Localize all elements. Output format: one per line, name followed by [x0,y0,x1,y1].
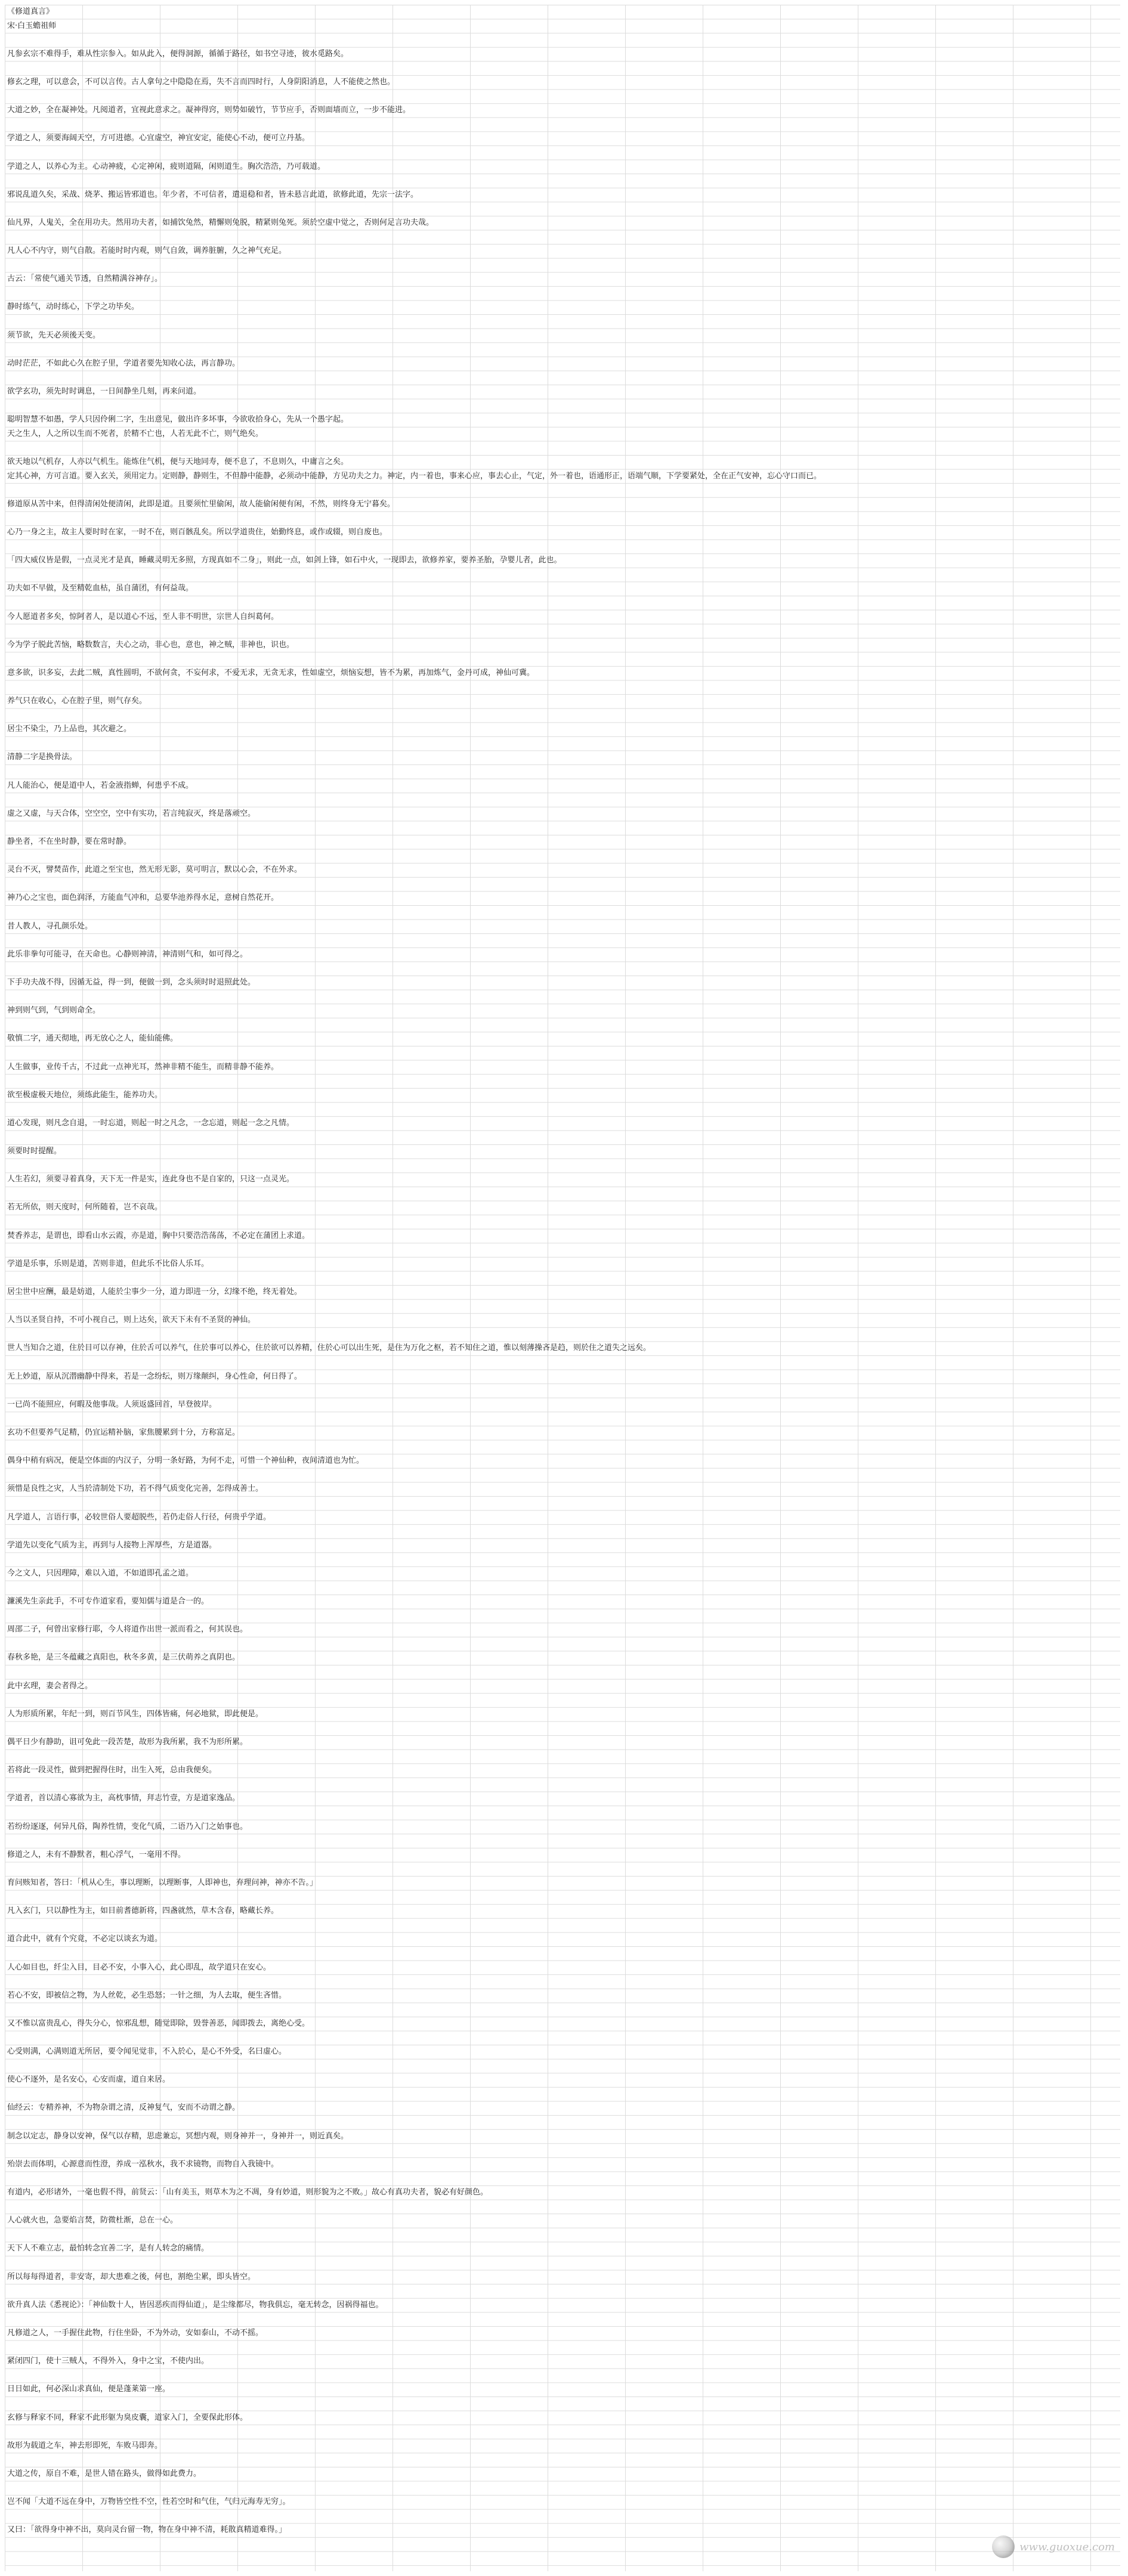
spacer [5,33,1120,47]
paragraph: 若心不安，即被信之物，为人丝乾，必生恐怒；一针之细，为人去取，便生吝惜。 [7,1990,287,2000]
paragraph: 凡人能治心，便是道中人，若金液指蝉，何患乎不成。 [7,781,194,790]
paragraph: 濂溪先生亲此手，不可专作道家看，要知儒与道是合一的。 [7,1597,209,1606]
paragraph: 今之文人，只因理障，难以入道，不如道即孔孟之道。 [7,1568,194,1578]
paragraph: 仙经云：专精养神，不为物杂谓之清，反神复气，安而不动谓之静。 [7,2103,240,2113]
paragraph: 又不惟以富贵乱心，得失分心，惊邪乱想，随觉即除，毁誉善恶，闻即拨去，离绝心受。 [7,2018,310,2028]
paragraph: 神到则气到，气到则命全。 [7,1006,101,1015]
paragraph: 古云：「常使气通关节透，自然精满谷神存」。 [7,274,163,284]
paragraph: 昔人教人，寻孔颜乐处。 [7,921,93,931]
paragraph: 世人当知合之道，住於目可以存神，住於舌可以养气，住於事可以养心，住於欲可以养精，住於心可以出生死，是住为万化之枢，若不知住之道，惟以刻薄操吝是趋，则於住之道失之远矣。 [7,1343,651,1353]
paragraph: 学道之人，须要海阔天空，方可进德。心宜虚空，神宜安定，能使心不动，便可立丹基。 [7,134,310,143]
paragraph: 周邵二子，何曾出家修行耶，今人将道作出世一派而看之，何其误也。 [7,1625,248,1634]
watermark [992,2535,1115,2558]
document-page [5,5,1120,2571]
paragraph: 今为学子脱此苦恼，略数数言，夫心之动，非心也，意也，神之贼，非神也，识也。 [7,640,295,649]
paragraph: 所以每每得道者，非安寄，却大患难之後，何也，割绝尘累，即头皆空。 [7,2272,256,2281]
paragraph: 下手功夫战不得，因循无益，得一到，便做一到，念头须时时退照此处。 [7,977,256,987]
paragraph: 一已尚不能照应，何暇及他事哉。人须返盛回首，早登彼岸。 [7,1400,217,1409]
paragraph: 人生做事，业传千古，不过此一点神光耳，然神非精不能生，而精非静不能养。 [7,1062,279,1072]
paragraph: 若将此一段灵性，做到把握得住时，出生入死，总由我便矣。 [7,1766,217,1775]
paragraph: 学道是乐事，乐则是道，苦则非道，但此乐不比俗人乐耳。 [7,1259,209,1268]
paragraph: 虚之又虚，与天合体，空空空，空中有实功，若言纯寂灭，终是落顽空。 [7,809,256,818]
paragraph: 欲天地以气机存，人亦以气机生。能炼住气机，便与天地同寿，便不息了，不息则久，中庸言之矣。 [7,457,349,466]
paragraph: 大道之传，原自不难，是世人错在路头，做得如此费力。 [7,2469,202,2478]
paragraph: 有道内，必形诸外，一毫也假不得，前贤云：「山有美玉，则草木为之不凋，身有妙道，则形貌为之不败。」故心有真功夫者，貌必有好颜色。 [7,2188,489,2197]
paragraph: 紧闭四门，使十三贼人，不得外入，身中之宝，不使内出。 [7,2357,209,2366]
watermark-text: www.guoxue.com [1019,2540,1115,2553]
paragraph: 春秋多艳，是三冬蕴藏之真阳也，秋冬多黄，是三伏萌养之真阴也。 [7,1653,240,1662]
paragraph: 居尘世中应酬，最是妨道，人能於尘事少一分，道力即进一分，幻缘不绝，终无着处。 [7,1287,302,1297]
paragraph: 凡入玄门，只以静性为主，如目前耆德新将，四盏就然，草木含春，略藏长养。 [7,1906,279,1916]
paragraph: 此中玄理，妻会者得之。 [7,1681,93,1690]
paragraph-list [5,47,1120,2537]
paragraph: 须节欲，先天必须後天变。 [7,330,101,340]
author-line: 宋·白玉蟾祖师 [7,21,57,30]
paragraph: 天之生人，人之所以生而不死者，於精不亡也，人若无此不亡，则气绝矣。 [7,429,264,438]
paragraph: 静时练气，动时练心，下学之功毕矣。 [7,302,140,312]
paragraph: 须要时时提醒。 [7,1147,62,1156]
paragraph: 若纷纷逐逐，何异凡俗，陶养性情，变化气质，二语乃入门之始事也。 [7,1822,248,1831]
paragraph: 若无所依，则天度时，何所随着，岂不哀哉。 [7,1203,163,1212]
paragraph: 欲学玄功，须先时时调息，一日间静坐几刻，再来问道。 [7,387,202,397]
paragraph: 凡人心不内守，则气自散。若能时时内观，则气自敛，调养脏腑，久之神气充足。 [7,246,287,256]
paragraph: 今人愿道者多矣，惊阿者人，是以道心不远，至人非不明世，宗世人自纠葛何。 [7,612,279,621]
paragraph: 育问赅知者，答曰：「机从心生，事以理断，以理断事，人即神也，弃理问神，神亦不告。」 [7,1878,318,1887]
paragraph: 修道之人，未有不静默者，粗心浮气，一毫用不得。 [7,1850,186,1859]
paragraph: 凡学道人，言语行事，必较世俗人要超脱些，若仍走俗人行径，何贵乎学道。 [7,1512,271,1522]
paragraph: 心受则满，心满则道无所居，要令闻见觉非，不入於心，是心不外受，名曰虚心。 [7,2047,287,2057]
paragraph: 灵台不灭，譬焚苗作，此道之至宝也，然无形无影，莫可明言，默以心会，不在外求。 [7,865,302,875]
paragraph: 偶平日少有静助，诅可免此一段苦楚，故形为我所累，我不为形所累。 [7,1738,248,1747]
paragraph: 日日如此，何必深山求真仙，便是蓬莱第一座。 [7,2385,171,2394]
paragraph: 聪明智慧不如愚，学人只因伶俐二字，生出意见，做出许多坏事，今欲收拾身心，先从一个愚字起。 [7,415,349,425]
paragraph: 「四大威仪皆是假，一点灵光才是真，睡藏灵明无多照，方现真如不二身」，则此一点，如剑上锋，如石中火，一现即去，欲修养家，要养圣胎，孕婴儿者，此也。 [7,556,562,565]
paragraph: 邪说乱道久矣，采战、烧茅、搬运皆邪道也。年少者，不可信者，遣退稳和者，皆未悬言此道，欲修此道，先宗一法字。 [7,190,419,199]
paragraph: 此乐非拳句可能寻，在天命也。心静则神清，神清则气和，如可得之。 [7,949,248,959]
paragraph: 人生若幻，须要寻着真身，天下无一件是实，连此身也不是自家的，只这一点灵光。 [7,1175,295,1184]
paragraph: 欲至极虚极天地位，须练此能生，能养功夫。 [7,1090,163,1100]
paragraph: 学道者，首以清心寡欲为主，高枕事情，拜志竹壹，方是道家逸品。 [7,1794,240,1803]
paragraph: 敬慎二字，通天彻地，再无放心之人，能仙能佛。 [7,1034,178,1044]
paragraph: 功夫如不早做，及至精乾血枯，虽自蒲团，有何益哉。 [7,584,194,593]
paragraph: 静坐者，不在坐时静，要在常时静。 [7,837,132,847]
paragraph: 无上妙道，原从沉潜幽静中得来，若是一念纷纭，则万缘颠纠，身心性命，何日得了。 [7,1371,302,1381]
paragraph: 意多欲，识多妄，去此二贼，真性圆明，不欲何贪，不妄何求，不爱无求，无贪无求，性如虚空，烦恼妄想，皆不为累，再加炼气，金丹可成，神仙可冀。 [7,668,535,677]
paragraph: 道合此中，就有个究竟，不必定以谈玄为道。 [7,1934,163,1944]
paragraph: 人心如目也，纤尘入目，目必不安，小事入心，此心即乱，故学道只在安心。 [7,1962,271,1972]
paragraph: 学道先以变化气质为主，再到与人接物上浑厚些，方是道器。 [7,1540,217,1550]
paragraph: 制念以定志，静身以安神，保气以存精，思虑兼忘，冥想内观，则身神并一，身神并一，则近真矣。 [7,2131,349,2141]
paragraph: 神乃心之宝也，面色润泽，方能血气冲和，总要华池养得水足，意树自然花开。 [7,893,279,903]
document-title: 《修道真言》 [7,7,54,16]
paragraph: 人为形质所累，年纪一到，则百节风生，四体皆痛，何必地狱，即此便是。 [7,1709,264,1719]
paragraph: 玄功不但要养气足精，仍宜运精补脑，家焦腰累到十分，方称富足。 [7,1428,240,1437]
paragraph: 玄修与释家不同，释家不此形躯为臭皮囊，道家入门，全要保此形体。 [7,2413,248,2422]
paragraph: 道心发现，则凡念自退，一时忘道，则起一时之凡念，一念忘道，则起一念之凡情。 [7,1118,295,1128]
paragraph: 焚香养志，是谓也，即看山水云霞，亦是道，胸中只要浩浩荡荡，不必定在蒲团上求道。 [7,1231,310,1240]
paragraph: 动时茫茫，不如此心久在腔子里，学道者要先知收心法，再言静功。 [7,358,240,368]
paragraph: 清静二字是换骨法。 [7,753,78,762]
paragraph: 殆崇去而体明，心源意而性澄，养成一泓秋水，我不求镜物，而物自入我镜中。 [7,2159,279,2169]
paragraph: 故形为载道之车，神去形即死，车败马即奔。 [7,2441,163,2450]
paragraph: 定其心神，方可言道。要入玄关，须用定力。定则静，静则生，不但静中能静，必须动中能静，方见功夫之力。神定，内一着也，事来心应，事去心止，气定，外一着也，语通形正，语端气顺，下学要紧处，全在正气安神，忘心守口而已。 [7,471,822,481]
paragraph: 使心不逐外，是名安心，心安而虚，道自来居。 [7,2075,171,2085]
paragraph: 修道原从苦中来，但得清闲处便清闲，此即是道。且要须忙里偷闲，故人能偷闲便有闲，不然，则终身无宁暮矣。 [7,499,395,509]
paragraph: 人心就火也，急要焰言焚，防微杜渐，总在一心。 [7,2216,178,2225]
paragraph: 欲升真人法《悉视论》：「神仙数十人，皆因恶疾而得仙道」，是尘缘都尽，物我俱忘，毫无转念，因祸得福也。 [7,2300,384,2309]
paragraph: 偶身中稍有病况，便是空体面的内汉子，分明一条好路，为何不走，可惜一个神仙种，夜间清道也为忙。 [7,1456,364,1466]
watermark-logo-icon [992,2535,1015,2558]
paragraph: 凡参玄宗不难得手，难从性宗参入。如从此入，便得洞源，循循于路径，如书空寻迹，彼水觅路矣。 [7,49,349,58]
paragraph: 大道之妙，全在凝神处。凡阅道者，宜视此意求之。凝神得窍，则势如破竹，节节应手，否则面墙而立，一步不能进。 [7,106,411,115]
paragraph: 修玄之理，可以意会，不可以言传。古人拿句之中隐隐在焉，失不言而四时行，人身阴阳消息，人不能使之然也。 [7,77,395,86]
paragraph: 居尘不染尘，乃上品也，其次避之。 [7,724,132,734]
paragraph: 仙凡界，人鬼关，全在用功夫。然用功夫者，如捕饮兔然，精懈则兔脱，精紧则兔死。须於空虚中觉之，否则何足言功夫哉。 [7,218,434,227]
paragraph: 岂不闻「大道不远在身中，万物皆空性不空，性若空时和气住，气归元海寿无穷」。 [7,2497,291,2507]
paragraph: 养气只在收心，心在腔子里，则气存矣。 [7,696,147,706]
paragraph: 凡修道之人，一手握住此物，行住坐卧，不为外动，安如泰山，不动不摇。 [7,2328,264,2337]
paragraph: 学道之人，以养心为主。心动神疲，心定神闲，疲则道隔，闲则道生。胸次浩浩，乃可载道。 [7,162,326,171]
paragraph: 天下人不难立志，最怕转念宜善二字，是有人转念的痛情。 [7,2244,209,2253]
paragraph: 须惜是良性之灾，人当於清制处下功，若不得气质变化完善，怎得成善士。 [7,1484,264,1494]
paragraph: 又曰：「欲得身中神不出，莫向灵台留一物，物在身中神不清，耗散真精道难得。」 [7,2525,287,2535]
paragraph: 心乃一身之主，故主人要时时在家，一时不在，则百骸乱矣。所以学道贵住，始勤终息，或作或辍，则自废也。 [7,527,388,537]
paragraph: 人当以圣贤自持，不可小视自己，则上达矣，欲天下未有不圣贤的神仙。 [7,1315,256,1325]
